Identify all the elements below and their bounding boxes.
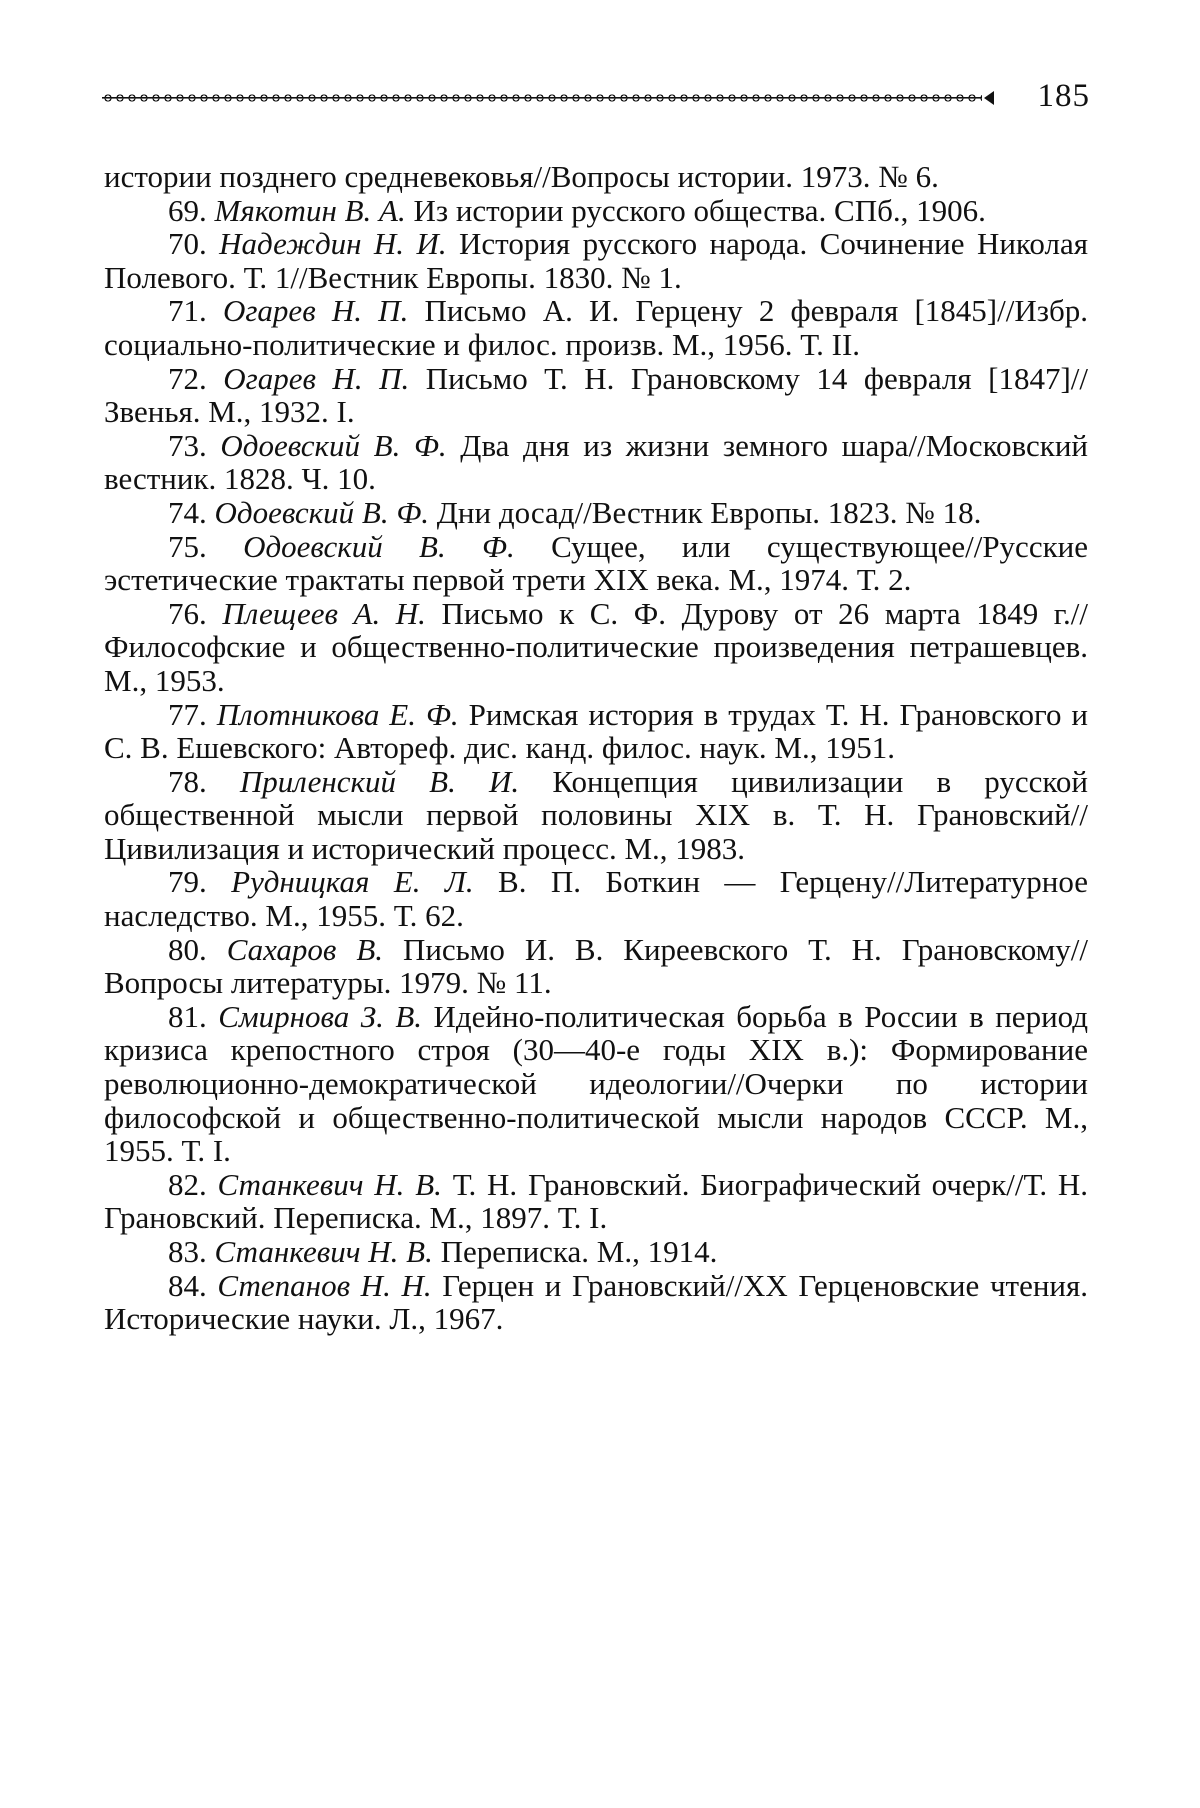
entry-number: 70.	[168, 226, 207, 262]
entry-text: Письмо к С. Ф. Дурову от 26 марта 1849 г.//Философские и общественно-политические произведения петрашевцев. М., 1953.	[104, 595, 1089, 698]
entry-text: В. П. Боткин — Герцену//Литературное наследство. М., 1955. Т. 62.	[104, 864, 1089, 934]
entry-author: Приленский В. И.	[239, 763, 520, 799]
entry-author: Огарев Н. П.	[223, 360, 410, 396]
ornamental-rule	[102, 94, 982, 102]
entry-author: Плещеев А. Н.	[222, 595, 426, 631]
bibliography-list	[104, 160, 1088, 1336]
entry-number: 80.	[168, 931, 207, 967]
entries-container	[104, 194, 1088, 1336]
entry-number: 78.	[168, 763, 207, 799]
entry-number: 82.	[168, 1166, 207, 1202]
entry-number: 76.	[168, 595, 207, 631]
bibliography-entry	[104, 933, 1088, 1000]
bibliography-entry	[104, 765, 1088, 866]
continuation-text: истории позднего средневековья//Вопросы истории. 1973. № 6.	[104, 159, 939, 194]
bibliography-entry	[104, 194, 1088, 228]
entry-text: Письмо А. И. Герцену 2 февраля [1845]//Избр. социально-политические и филос. произв. М., 1956. Т. II.	[104, 293, 1089, 362]
entry-number: 79.	[168, 864, 207, 900]
bibliography-entry	[104, 294, 1088, 361]
entry-number: 73.	[168, 427, 207, 463]
bibliography-entry	[104, 597, 1088, 698]
bibliography-entry	[104, 362, 1088, 429]
entry-text: Сущее, или существующее//Русские эстетические трактаты первой трети XIX века. М., 1974. Т. 2.	[104, 528, 1088, 598]
entry-author: Сахаров В.	[226, 931, 383, 967]
entry-author: Станкевич Н. В.	[214, 1234, 433, 1269]
entry-number: 77.	[168, 696, 207, 732]
entry-number: 72.	[168, 360, 207, 396]
entry-author: Плотникова Е. Ф.	[216, 696, 459, 732]
entry-text: Дни досад//Вестник Европы. 1823. № 18.	[436, 494, 982, 530]
bibliography-entry	[104, 530, 1088, 597]
entry-number: 69.	[168, 192, 207, 228]
entry-author: Надеждин Н. И.	[219, 226, 447, 262]
entry-text: Письмо И. В. Киреевского Т. Н. Грановскому//Вопросы литературы. 1979. № 11.	[104, 931, 1088, 1001]
entry-author: Рудницкая Е. Л.	[231, 864, 474, 900]
entry-number: 81.	[168, 998, 207, 1034]
entry-text: Из истории русского общества. СПб., 1906.	[413, 192, 986, 228]
entry-text: Концепция цивилизации в русской общественной мысли первой половины XIX в. Т. Н. Грановский//Цивилизация и исторический процесс. М., 1983.	[104, 763, 1088, 866]
ornamental-rule-end	[984, 91, 994, 105]
entry-text: Римская история в трудах Т. Н. Грановского и С. В. Ешевского: Автореф. дис. канд. филос. наук. М., 1951.	[104, 696, 1088, 766]
bibliography-entry	[104, 429, 1088, 496]
bibliography-entry	[104, 1000, 1088, 1168]
entry-text: Переписка. М., 1914.	[440, 1234, 718, 1269]
page-number: 185	[1037, 78, 1090, 114]
entry-author: Огарев Н. П.	[222, 293, 409, 329]
bibliography-entry	[104, 1235, 1088, 1269]
entry-number: 84.	[168, 1267, 207, 1303]
entry-number: 71.	[168, 293, 207, 329]
entry-author: Смирнова З. В.	[218, 998, 423, 1034]
entry-author: Станкевич Н. В.	[217, 1166, 442, 1202]
entry-author: Одоевский В. Ф.	[243, 528, 515, 564]
bibliography-entry	[104, 1168, 1088, 1235]
entry-text: Идейно-политическая борьба в России в период кризиса крепостного строя (30—40-е годы XIX в.): Формирование революционно-демократической идеологии//Очерки по истории философской и общественно-политической мысли народов СССР. М., 1955. Т. I.	[104, 998, 1089, 1169]
entry-text: Письмо Т. Н. Грановскому 14 февраля [1847]//Звенья. М., 1932. I.	[104, 360, 1089, 430]
page-header	[100, 72, 1090, 112]
entry-author: Одоевский В. Ф.	[220, 427, 447, 463]
entry-number: 74.	[168, 494, 207, 530]
bibliography-entry	[104, 865, 1088, 932]
entry-text: Герцен и Грановский//XX Герценовские чтения. Исторические науки. Л., 1967.	[104, 1267, 1089, 1337]
entry-text: Т. Н. Грановский. Биографический очерк//Т. Н. Грановский. Переписка. М., 1897. Т. I.	[104, 1166, 1089, 1236]
bibliography-entry	[104, 227, 1088, 294]
bibliography-entry	[104, 698, 1088, 765]
entry-number: 83.	[168, 1234, 207, 1269]
entry-number: 75.	[168, 528, 207, 564]
entry-text: Два дня из жизни земного шара//Московский вестник. 1828. Ч. 10.	[104, 427, 1089, 497]
entry-author: Одоевский В. Ф.	[214, 494, 430, 530]
entry-text: История русского народа. Сочинение Николая Полевого. Т. 1//Вестник Европы. 1830. № 1.	[104, 226, 1088, 295]
entry-author: Мякотин В. А.	[214, 192, 406, 228]
entry-author: Степанов Н. Н.	[217, 1267, 432, 1303]
bibliography-entry	[104, 496, 1088, 530]
bibliography-entry	[104, 1269, 1088, 1336]
